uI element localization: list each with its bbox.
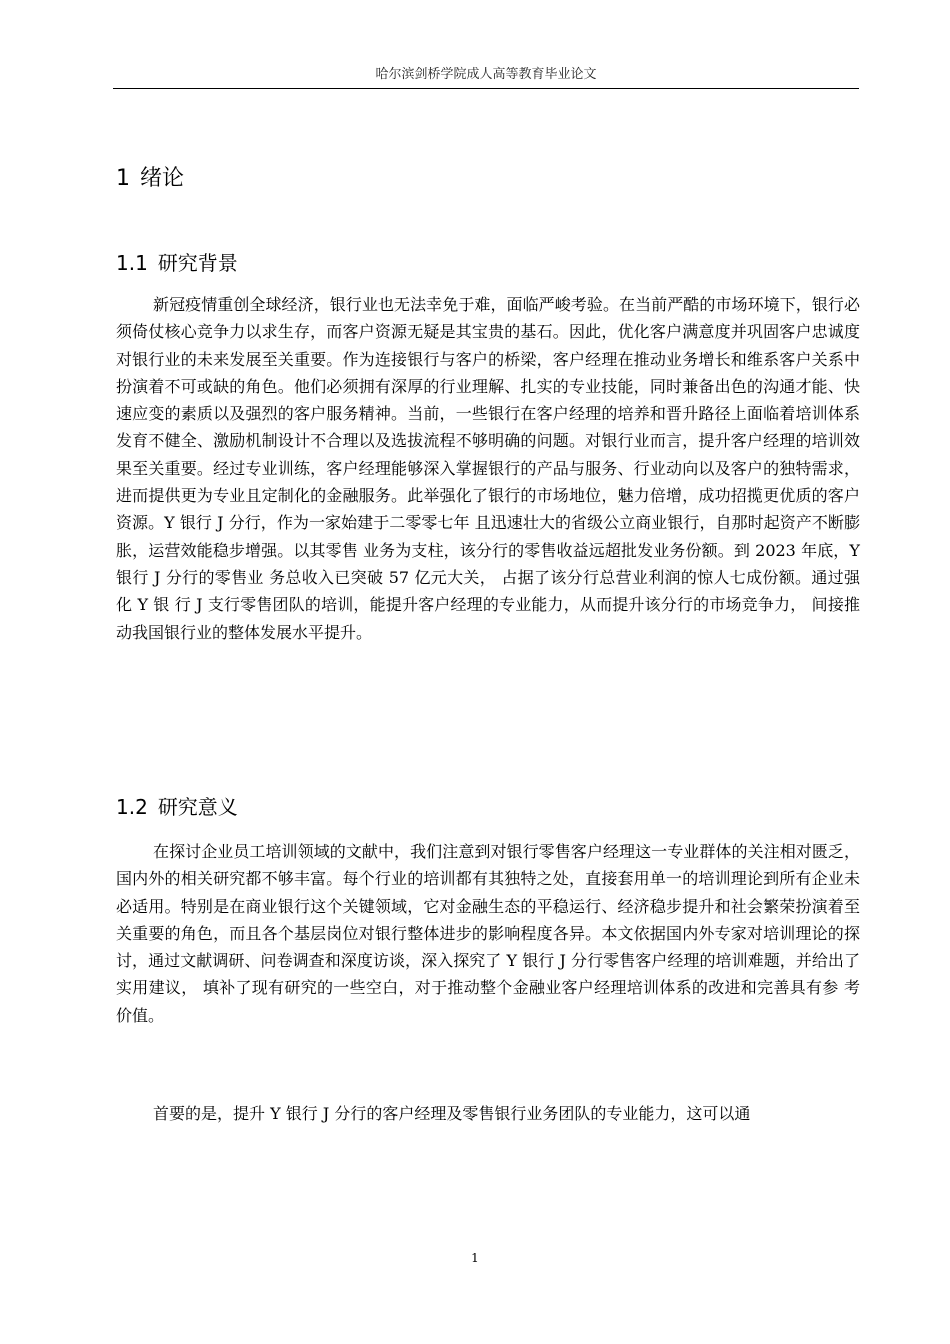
background-paragraph: 新冠疫情重创全球经济，银行业也无法幸免于难，面临严峻考验。在当前严酷的市场环境下，银行必须倚仗核心竞争力以求生存，而客户资源无疑是其宝贵的基石。因此，优化客户满意度并巩固客户忠诚度对银行业的未来发展至关重要。作为连接银行与客户的桥梁，客户经理在推动业务增长和维系客户关系中扮演着不可或缺的角色。他们必须拥有深厚的行业理解、扎实的专业技能，同时兼备出色的沟通才能、快速应变的素质以及强烈的客户服务精神。当前，一些银行在客户经理的培养和晋升路径上面临着培训体系发育不健全、激励机制设计不合理以及选拔流程不够明确的问题。对银行业而言，提升客户经理的培训效果至关重要。经过专业训练，客户经理能够深入掌握银行的产品与服务、行业动向以及客户的独特需求，进而提供更为专业且定制化的金融服务。此举强化了银行的市场地位，魅力倍增，成功招揽更优质的客户资源。Y 银行 J 分行，作为一家始建于二零零七年 且迅速壮大的省级公立商业银行，自那时起资产不断膨胀，运营效能稳步增强。以其零售 业务为支柱，该分行的零售收益远超批发业务份额。到 2023 年底，Y 银行 J 分行的零售业 务总收入已突破 57 亿元大关， 占据了该分行总营业利润的惊人七成份额。通过强化 Y 银 行 J 支行零售团队的培训，能提升客户经理的专业能力，从而提升该分行的市场竞争力， 间接推动我国银行业的整体发展水平提升。 bbox=[116, 295, 860, 642]
section-heading-background bbox=[116, 249, 238, 277]
section-title: 研究背景 bbox=[157, 251, 238, 275]
section-number: 1.1 bbox=[116, 251, 148, 275]
section-title: 研究意义 bbox=[157, 795, 238, 819]
significance-continuation-paragraph: 首要的是，提升 Y 银行 J 分行的客户经理及零售银行业务团队的专业能力，这可以通 bbox=[153, 1104, 751, 1123]
section-heading-significance bbox=[116, 793, 238, 821]
chapter-heading bbox=[116, 164, 184, 194]
running-header: 哈尔滨剑桥学院成人高等教育毕业论文 bbox=[375, 67, 597, 82]
chapter-number: 1 bbox=[116, 166, 130, 191]
header-rule bbox=[113, 88, 859, 89]
page-number: 1 bbox=[471, 1251, 479, 1265]
significance-paragraph: 在探讨企业员工培训领域的文献中，我们注意到对银行零售客户经理这一专业群体的关注相对匮乏，国内外的相关研究都不够丰富。每个行业的培训都有其独特之处，直接套用单一的培训理论到所有企业未必适用。特别是在商业银行这个关键领域，它对金融生态的平稳运行、经济稳步提升和社会繁荣扮演着至关重要的角色，而且各个基层岗位对银行整体进步的影响程度各异。本文依据国内外专家对培训理论的探讨，通过文献调研、问卷调查和深度访谈，深入探究了 Y 银行 J 分行零售客户经理的培训难题，并给出了实用建议， 填补了现有研究的一些空白，对于推动整个金融业客户经理培训体系的改进和完善具有参 考价值。 bbox=[116, 842, 860, 1025]
section-number: 1.2 bbox=[116, 795, 148, 819]
chapter-title: 绪论 bbox=[140, 166, 185, 191]
